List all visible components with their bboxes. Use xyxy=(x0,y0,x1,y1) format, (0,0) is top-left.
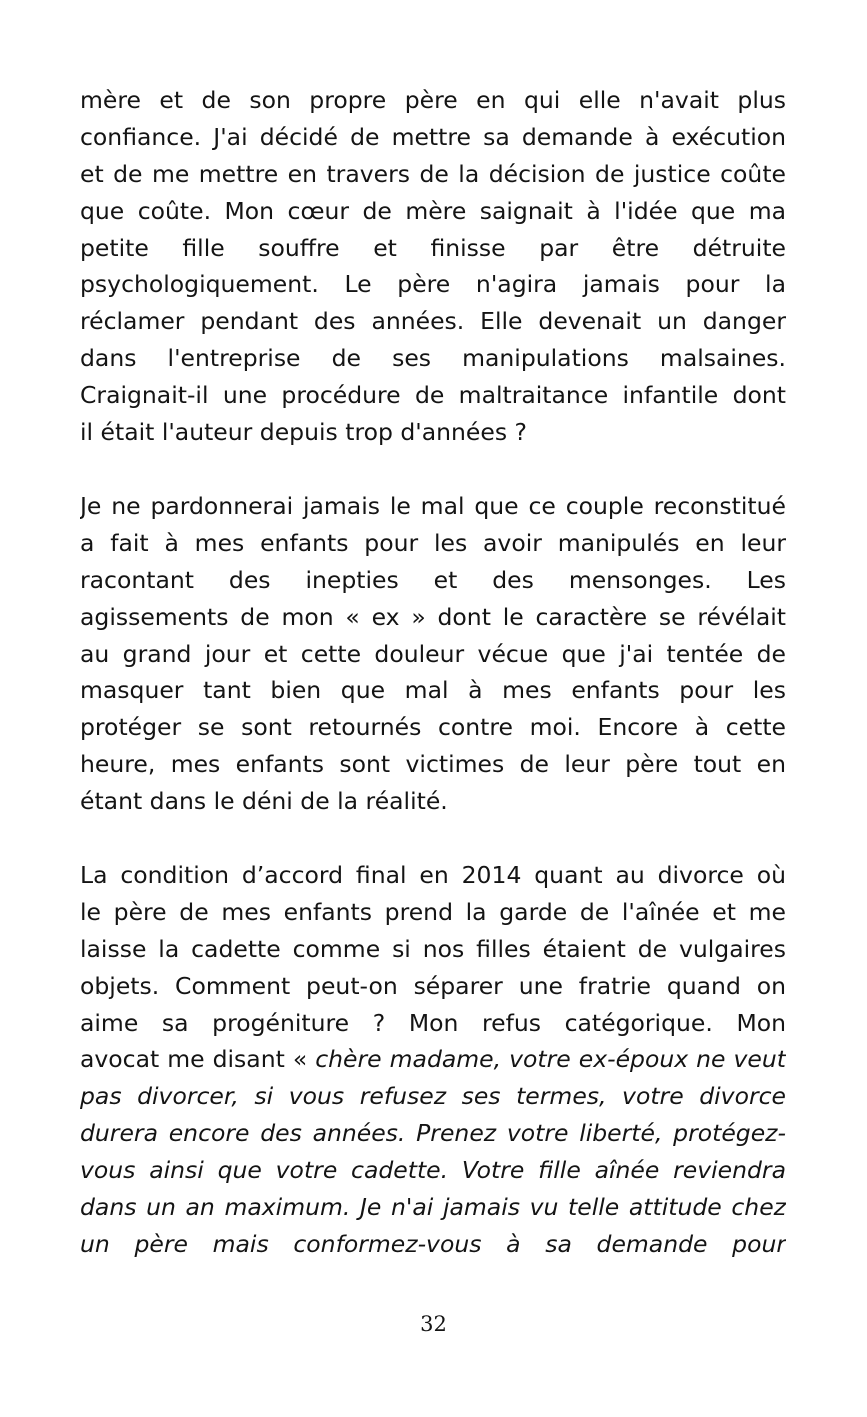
text-line: que coûte. Mon cœur de mère saignait à l'idée que ma xyxy=(80,196,786,225)
text-line: a fait à mes enfants pour les avoir manipulés en leur xyxy=(80,528,786,557)
text-line: Je ne pardonnerai jamais le mal que ce couple reconstitué xyxy=(80,492,786,520)
text-line: le père de mes enfants prend la garde de l'aînée et me xyxy=(80,897,786,926)
text-line: il était l'auteur depuis trop d'années ? xyxy=(80,418,528,447)
paragraph-1 xyxy=(80,82,786,451)
quote-line: pas divorcer, si vous refusez ses termes, votre divorce xyxy=(80,1082,786,1111)
text-line xyxy=(80,1041,786,1078)
text-line: psychologiquement. Le père n'agira jamais pour la xyxy=(80,270,786,299)
text-line: et de me mettre en travers de la décision de justice coûte xyxy=(80,159,786,188)
text-line: Craignait-il une procédure de maltraitance infantile dont xyxy=(80,381,786,410)
text-line: aime sa progéniture ? Mon refus catégorique. Mon xyxy=(80,1008,786,1037)
text-line: La condition d’accord final en 2014 quant au divorce où xyxy=(80,861,786,889)
text-segment-normal: avocat me disant « xyxy=(80,1045,316,1074)
quote-line: vous ainsi que votre cadette. Votre fille aînée reviendra xyxy=(80,1156,786,1185)
text-line: mère et de son propre père en qui elle n'avait plus xyxy=(80,86,786,114)
text-line: racontant des inepties et des mensonges. Les xyxy=(80,565,786,594)
paragraph-3 xyxy=(80,857,786,1263)
page-number: 32 xyxy=(420,1312,447,1336)
paragraph-2 xyxy=(80,488,786,820)
quote-line: durera encore des années. Prenez votre liberté, protégez- xyxy=(80,1119,786,1148)
text-line: dans l'entreprise de ses manipulations malsaines. xyxy=(80,344,786,373)
text-line: étant dans le déni de la réalité. xyxy=(80,787,448,816)
text-line: objets. Comment peut-on séparer une fratrie quand on xyxy=(80,971,786,1000)
text-line: petite fille souffre et finisse par être détruite xyxy=(80,233,786,262)
text-line: au grand jour et cette douleur vécue que j'ai tentée de xyxy=(80,639,786,668)
text-line: confiance. J'ai décidé de mettre sa demande à exécution xyxy=(80,122,786,151)
text-line: réclamer pendant des années. Elle devenait un danger xyxy=(80,307,786,336)
quote-line: un père mais conformez-vous à sa demande pour xyxy=(80,1229,786,1258)
text-line: masquer tant bien que mal à mes enfants pour les xyxy=(80,676,786,705)
text-line: protéger se sont retournés contre moi. Encore à cette xyxy=(80,713,786,742)
quote-line: dans un an maximum. Je n'ai jamais vu telle attitude chez xyxy=(80,1193,786,1222)
text-line: laisse la cadette comme si nos filles étaient de vulgaires xyxy=(80,934,786,963)
quote-segment-italic: chère madame, votre ex-époux ne veut xyxy=(315,1045,786,1074)
text-line: agissements de mon « ex » dont le caractère se révélait xyxy=(80,602,786,631)
text-line: heure, mes enfants sont victimes de leur père tout en xyxy=(80,750,786,779)
